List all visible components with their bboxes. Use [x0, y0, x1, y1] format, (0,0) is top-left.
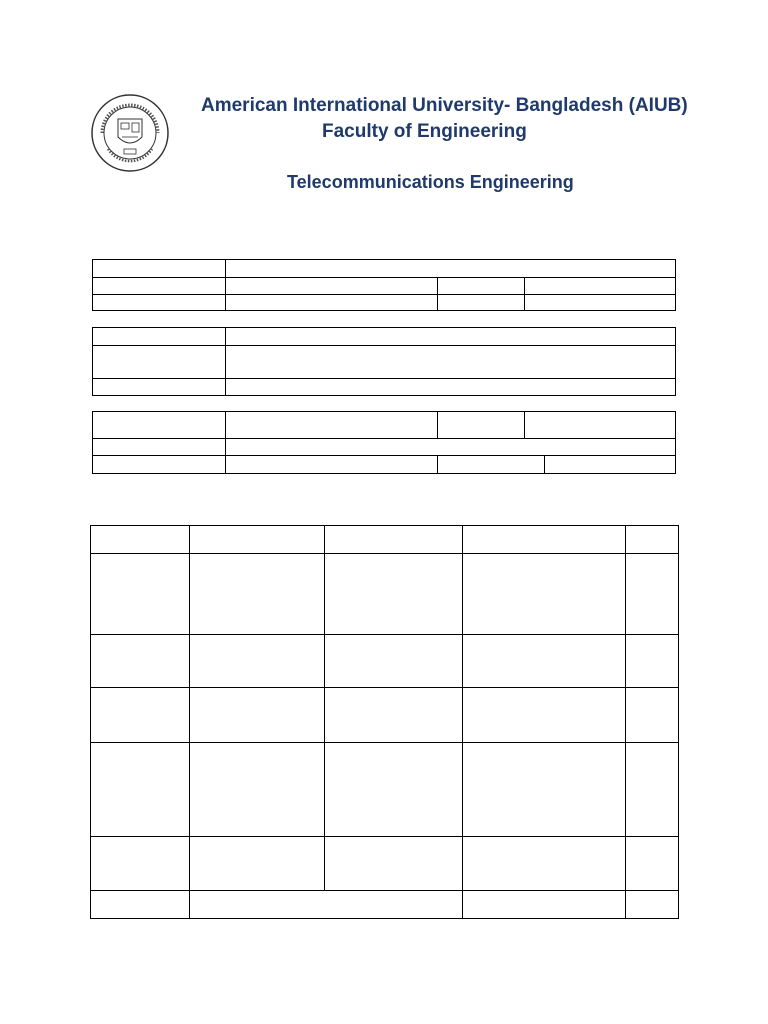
- university-name: American International University- Bangladesh (AIUB): [201, 95, 688, 116]
- info-table-1-col-line: [225, 259, 226, 311]
- info-table-3-row-line: [92, 455, 676, 456]
- info-table-2-row-line: [92, 378, 676, 379]
- university-seal-logo: [88, 93, 172, 173]
- info-table-3-row-line: [92, 438, 676, 439]
- info-table-1-row-line: [92, 277, 676, 278]
- info-table-1: [92, 259, 676, 311]
- info-table-3-col-line: [437, 411, 438, 439]
- info-table-2-col-line: [225, 327, 226, 396]
- rubric-table-row-line: [90, 890, 679, 891]
- rubric-table-row-line: [90, 742, 679, 743]
- info-table-3-col-line: [225, 411, 226, 474]
- info-table-3: [92, 411, 676, 474]
- faculty-name: Faculty of Engineering: [322, 121, 527, 142]
- rubric-table: [90, 525, 679, 919]
- rubric-table-row-line: [90, 553, 679, 554]
- rubric-table-col-line: [189, 525, 190, 919]
- info-table-1-col-line: [437, 277, 438, 311]
- info-table-3-col-line: [524, 411, 525, 439]
- info-table-1-col-line: [524, 277, 525, 311]
- rubric-table-row-line: [90, 687, 679, 688]
- rubric-table-col-line: [462, 525, 463, 919]
- rubric-table-col-line: [625, 525, 626, 919]
- info-table-2: [92, 327, 676, 396]
- rubric-table-row-line: [90, 634, 679, 635]
- info-table-3-col-line: [544, 455, 545, 474]
- rubric-table-row-line: [90, 836, 679, 837]
- info-table-3-col-line: [437, 455, 438, 474]
- info-table-1-row-line: [92, 294, 676, 295]
- rubric-table-col-line: [324, 525, 325, 890]
- department-name: Telecommunications Engineering: [287, 172, 574, 192]
- info-table-2-row-line: [92, 345, 676, 346]
